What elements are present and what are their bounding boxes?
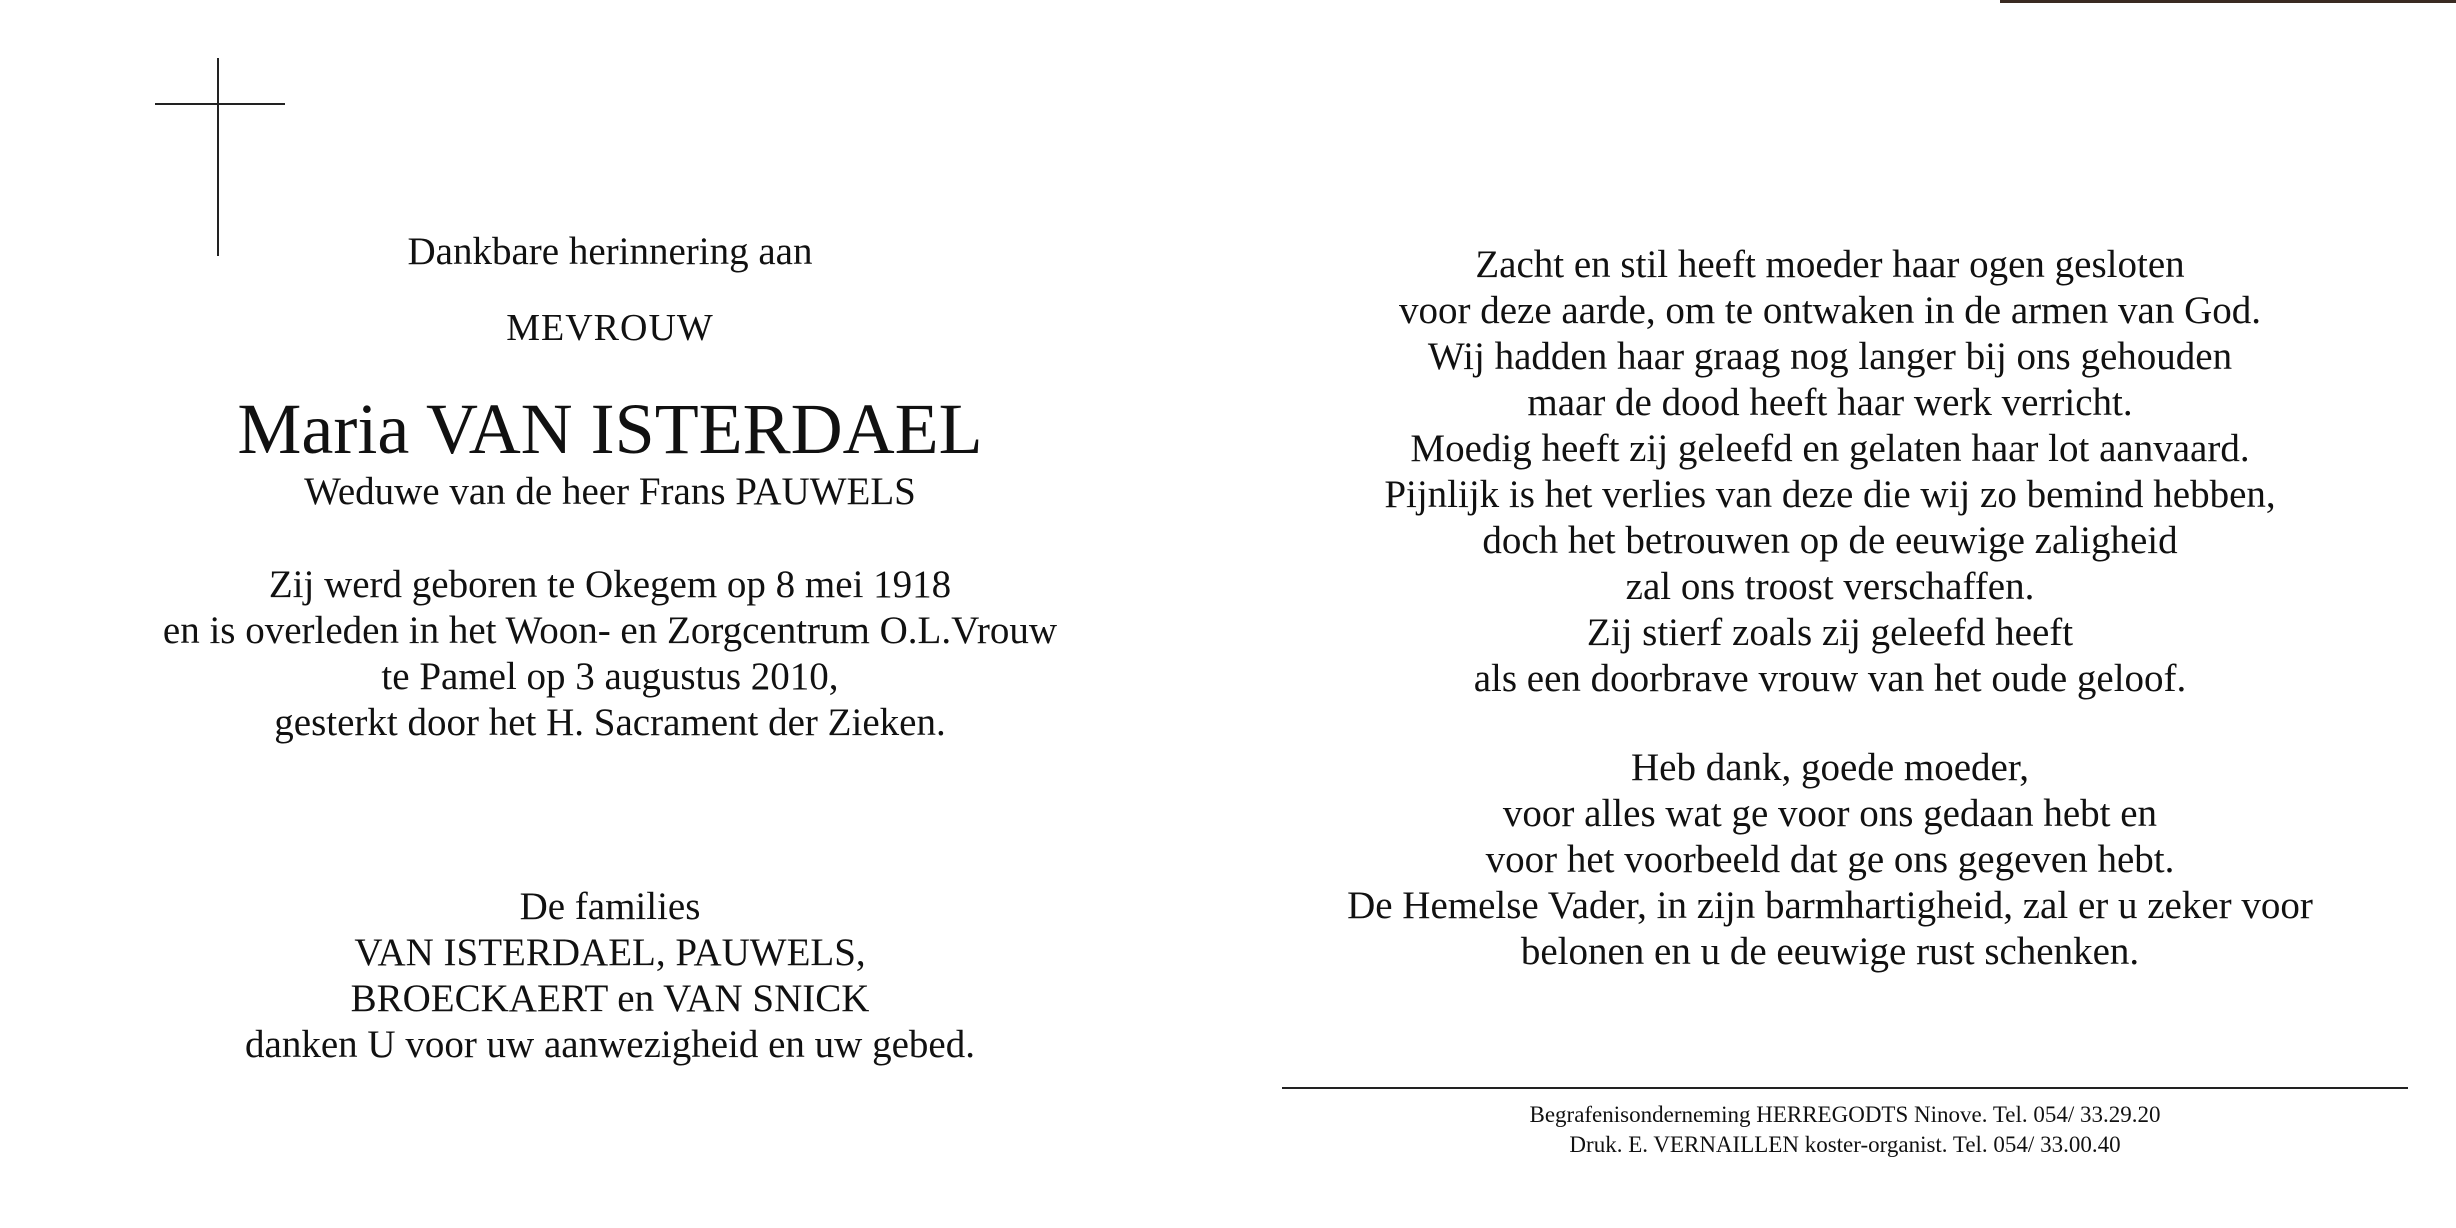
poem-line: doch het betrouwen op de eeuwige zaligheid (1482, 519, 2178, 562)
families-block (90, 884, 1130, 1068)
poem-line: voor deze aarde, om te ontwaken in de armen van God. (1399, 289, 2261, 332)
biography-line: en is overleden in het Woon- en Zorgcentrum O.L.Vrouw (162, 609, 1058, 652)
families-line: VAN ISTERDAEL, PAUWELS, (354, 931, 866, 974)
biography-line: te Pamel op 3 augustus 2010, (381, 655, 839, 698)
honorific-title: MEVROUW (506, 307, 714, 349)
poem-line: Wij hadden haar graag nog langer bij ons gehouden (1427, 335, 2233, 378)
deceased-name: Maria VAN ISTERDAEL (237, 389, 983, 469)
families-line: BROECKAERT en VAN SNICK (350, 977, 870, 1020)
poem-line: Moedig heeft zij geleefd en gelaten haar lot aanvaard. (1410, 427, 2250, 470)
intro-text: Dankbare herinnering aan (407, 230, 813, 273)
thanks-line: voor alles wat ge voor ons gedaan hebt en (1502, 792, 2158, 835)
footer-line-printer: Druk. E. VERNAILLEN koster-organist. Tel. 054/ 33.00.40 (1569, 1132, 2121, 1157)
poem-line: maar de dood heeft haar werk verricht. (1527, 381, 2133, 424)
biography-line: gesterkt door het H. Sacrament der Zieken. (274, 701, 946, 744)
thanks-line: De Hemelse Vader, in zijn barmhartigheid, zal er u zeker voor (1347, 884, 2313, 927)
footer-line-undertaker: Begrafenisonderneming HERREGODTS Ninove. Tel. 054/ 33.29.20 (1529, 1102, 2161, 1127)
poem-line: Pijnlijk is het verlies van deze die wij zo bemind hebben, (1384, 473, 2276, 516)
poem-line: Zacht en stil heeft moeder haar ogen gesloten (1475, 243, 2185, 286)
poem-block (1290, 242, 2370, 702)
thanks-line: voor het voorbeeld dat ge ons gegeven hebt. (1485, 838, 2175, 881)
cross-horizontal-bar (155, 103, 285, 105)
thanks-line: Heb dank, goede moeder, (1630, 746, 2030, 789)
printer-footer (1282, 1100, 2408, 1160)
cross-vertical-bar (217, 58, 219, 256)
biography-block (90, 562, 1130, 746)
biography-line: Zij werd geboren te Okegem op 8 mei 1918 (268, 563, 952, 606)
families-line: De families (519, 885, 701, 928)
poem-line: als een doorbrave vrouw van het oude geloof. (1473, 657, 2187, 700)
families-line: danken U voor uw aanwezigheid en uw gebed. (245, 1023, 975, 1066)
poem-line: zal ons troost verschaffen. (1625, 565, 2035, 608)
footer-divider (1282, 1087, 2408, 1089)
thanks-block (1290, 745, 2370, 975)
page-edge (2000, 0, 2456, 3)
thanks-line: belonen en u de eeuwige rust schenken. (1520, 930, 2140, 973)
spouse-line: Weduwe van de heer Frans PAUWELS (304, 470, 916, 513)
poem-line: Zij stierf zoals zij geleefd heeft (1586, 611, 2074, 654)
